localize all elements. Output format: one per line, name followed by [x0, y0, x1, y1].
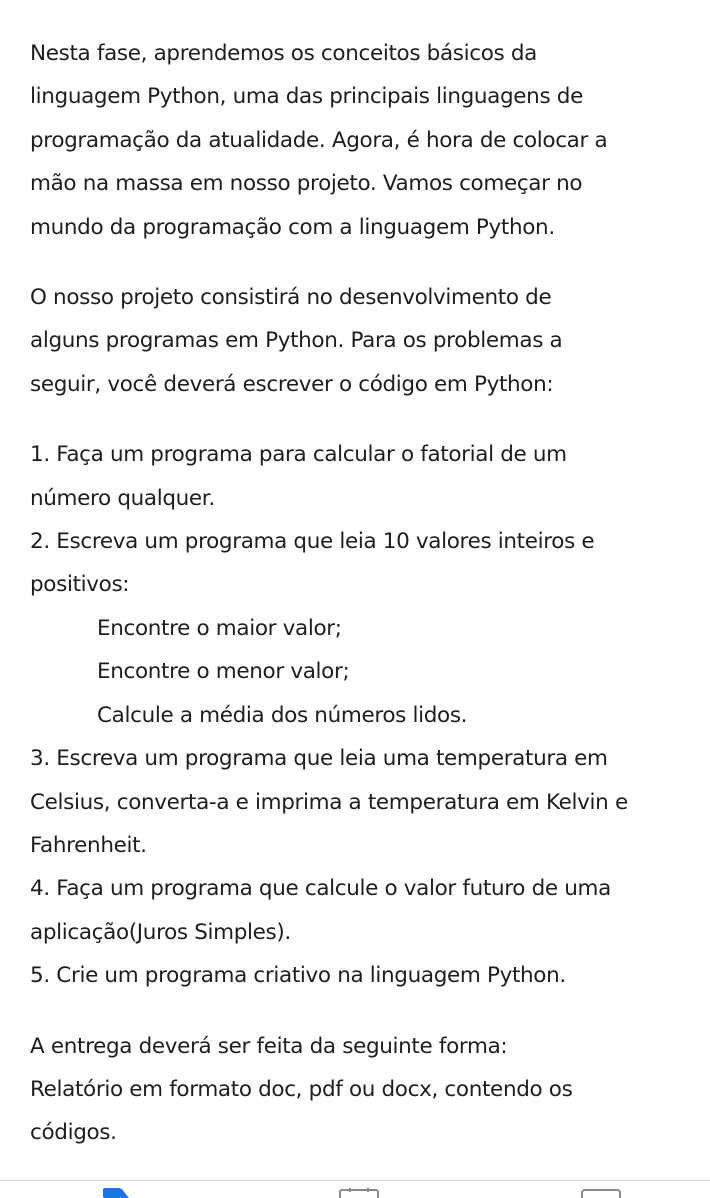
text-line: Nesta fase, aprendemos os conceitos básicos da	[30, 41, 538, 66]
text-line: O nosso projeto consistirá no desenvolvimento de	[30, 285, 552, 311]
spacer	[30, 249, 698, 276]
text-line: linguagem Python, uma das principais linguagens de	[30, 84, 583, 110]
project-paragraph	[30, 276, 698, 406]
delivery-paragraph	[30, 1025, 698, 1155]
window-icon[interactable]	[580, 1188, 622, 1198]
intro-paragraph	[30, 32, 698, 249]
text-line: A entrega deverá ser feita da seguinte forma:	[30, 1033, 508, 1059]
list-item: aplicação(Juros Simples).	[30, 919, 291, 945]
bookmark-icon[interactable]	[103, 1188, 131, 1198]
text-line: mundo da programação com a linguagem Python.	[30, 214, 555, 240]
sub-list-item: Encontre o maior valor;	[97, 615, 342, 641]
divider	[0, 1180, 710, 1181]
list-item: 5. Crie um programa criativo na linguagem Python.	[30, 963, 566, 989]
text-line: mão na massa em nosso projeto. Vamos começar no	[30, 171, 583, 197]
list-item: 2. Escreva um programa que leia 10 valores inteiros e	[30, 529, 595, 555]
bottom-navigation	[0, 1178, 710, 1198]
text-line: programação da atualidade. Agora, é hora de colocar a	[30, 127, 608, 153]
list-item: número qualquer.	[30, 485, 215, 511]
assignment-text	[30, 32, 698, 1155]
text-line: códigos.	[30, 1120, 117, 1146]
text-line: alguns programas em Python. Para os problemas a	[30, 328, 563, 354]
list-item: 3. Escreva um programa que leia uma temperatura em	[30, 746, 608, 772]
list-item: 4. Faça um programa que calcule o valor futuro de uma	[30, 876, 611, 902]
spacer	[30, 406, 698, 433]
text-line: seguir, você deverá escrever o código em Python:	[30, 371, 554, 397]
sub-list-item: Calcule a média dos números lidos.	[97, 702, 468, 728]
list-item: Fahrenheit.	[30, 832, 147, 858]
text-line: Relatório em formato doc, pdf ou docx, contendo os	[30, 1076, 573, 1102]
list-item: positivos:	[30, 572, 130, 598]
list-item: 1. Faça um programa para calcular o fatorial de um	[30, 442, 567, 468]
task-list	[30, 433, 698, 997]
spacer	[30, 998, 698, 1025]
calendar-icon[interactable]	[338, 1188, 380, 1198]
list-item: Celsius, converta-a e imprima a temperatura em Kelvin e	[30, 789, 628, 815]
sub-list-item: Encontre o menor valor;	[97, 659, 350, 685]
